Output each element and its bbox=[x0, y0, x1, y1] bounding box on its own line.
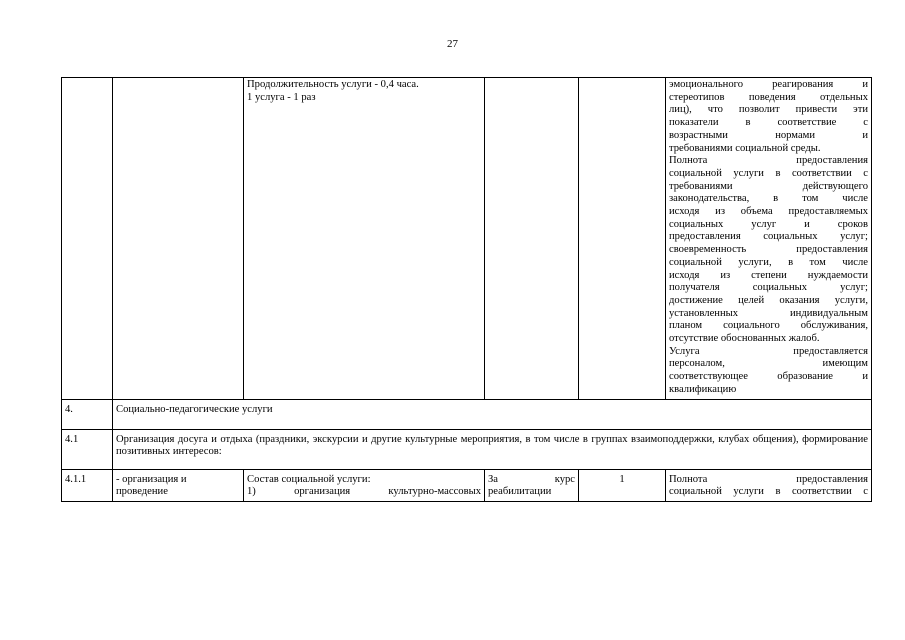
text-line: персоналом, имеющим bbox=[669, 358, 868, 370]
row-number-cell bbox=[62, 78, 113, 400]
table-row bbox=[62, 399, 872, 429]
subsection-title: Организация досуга и отдыха (праздники, экскурсии и другие культурные мероприятия, в том числе в группах взаимоподдержки, клубах общения), формирование позитивных интересов: bbox=[113, 429, 872, 469]
table-row bbox=[62, 429, 872, 469]
text-line: Продолжительность услуги - 0,4 часа. bbox=[247, 79, 419, 90]
text-line: социальной услуги в соответствии с bbox=[669, 486, 868, 498]
text-line: За курс bbox=[488, 473, 575, 485]
text-line: планом социального обслуживания, bbox=[669, 320, 868, 332]
text-line: 1) организация культурно-массовых bbox=[247, 486, 481, 498]
table-row bbox=[62, 78, 872, 400]
quality-indicators-cell bbox=[666, 78, 872, 400]
text-line: стереотипов поведения отдельных bbox=[669, 91, 868, 103]
text-line: получателя социальных услуг; bbox=[669, 282, 868, 294]
text-line: отсутствие обоснованных жалоб. bbox=[669, 333, 820, 345]
service-name-cell bbox=[113, 78, 244, 400]
service-standards-table bbox=[61, 77, 872, 502]
page-number: 27 bbox=[447, 38, 458, 50]
row-number-cell: 4.1 bbox=[62, 429, 113, 469]
text-line: - организация и bbox=[116, 473, 187, 485]
table-row bbox=[62, 469, 872, 501]
service-name-cell bbox=[113, 469, 244, 501]
text-line: эмоционального реагирования и bbox=[669, 79, 868, 90]
text-line: Состав социальной услуги: bbox=[247, 473, 371, 485]
service-volume-cell: 1 bbox=[579, 469, 666, 501]
service-description-cell bbox=[244, 469, 485, 501]
text-line: социальной услуги в соответствии с bbox=[669, 167, 868, 179]
text-line: реабилитации bbox=[488, 486, 552, 498]
text-line: исходя из степени нуждаемости bbox=[669, 269, 868, 281]
service-period-cell bbox=[485, 469, 579, 501]
text-line: исходя из объема предоставляемых bbox=[669, 206, 868, 218]
text-line: предоставления социальных услуг; bbox=[669, 231, 868, 243]
quality-indicators-cell bbox=[666, 469, 872, 501]
text-line: установленных индивидуальным bbox=[669, 307, 868, 319]
row-number-cell: 4. bbox=[62, 399, 113, 429]
text-line: Полнота предоставления bbox=[669, 473, 868, 485]
text-line: показатели в соответствие с bbox=[669, 117, 868, 129]
text-line: требованиями социальной среды. bbox=[669, 142, 821, 154]
text-line: проведение bbox=[116, 486, 168, 498]
text-line: требованиями действующего bbox=[669, 180, 868, 192]
text-line: Услуга предоставляется bbox=[669, 345, 868, 357]
service-volume-cell bbox=[579, 78, 666, 400]
text-line: социальной услуги, в том числе bbox=[669, 256, 868, 268]
text-line: Полнота предоставления bbox=[669, 155, 868, 167]
row-number-cell: 4.1.1 bbox=[62, 469, 113, 501]
text-line: достижение целей оказания услуги, bbox=[669, 294, 868, 306]
text-line: своевременность предоставления bbox=[669, 244, 868, 256]
text-line: соответствующее образование и bbox=[669, 371, 868, 383]
text-line: возрастными нормами и bbox=[669, 129, 868, 141]
text-line: 1 услуга - 1 раз bbox=[247, 91, 316, 103]
service-description-cell bbox=[244, 78, 485, 400]
section-title: Социально-педагогические услуги bbox=[113, 399, 872, 429]
text-line: социальных услуг и сроков bbox=[669, 218, 868, 230]
text-line: законодательства, в том числе bbox=[669, 193, 868, 205]
text-line: лиц), что позволит привести эти bbox=[669, 104, 868, 116]
text-line: квалификацию bbox=[669, 383, 737, 395]
service-period-cell bbox=[485, 78, 579, 400]
